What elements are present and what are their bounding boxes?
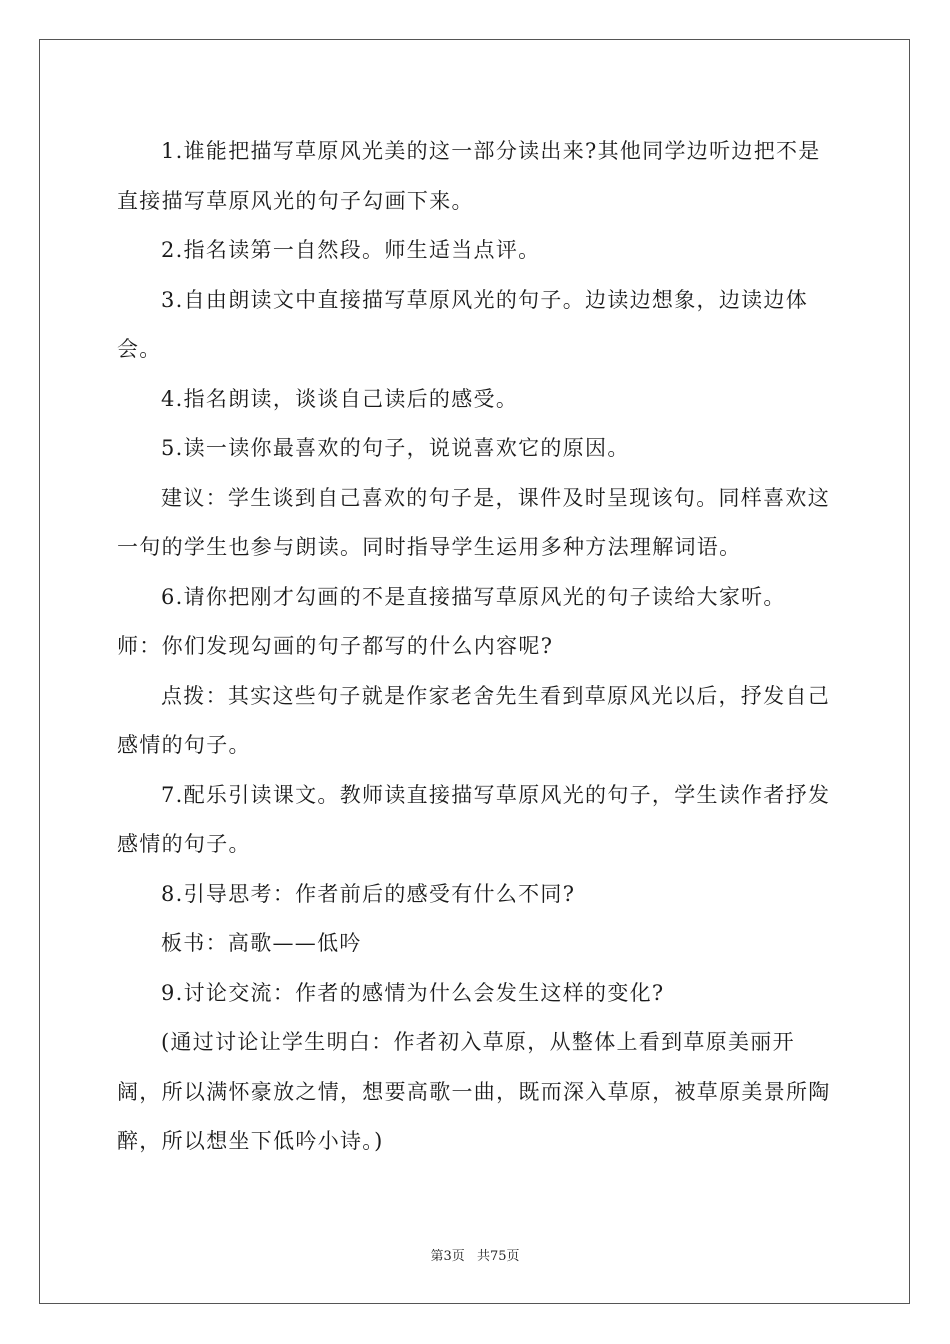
total-pages: 共75页 — [476, 1249, 520, 1264]
page-number: 第3页 — [430, 1249, 465, 1264]
document-body — [117, 127, 837, 1167]
discussion-summary: (通过讨论让学生明白：作者初入草原，从整体上看到草原美丽开阔，所以满怀豪放之情，想要高歌一曲，既而深入草原，被草原美景所陶醉，所以想坐下低吟小诗。) — [117, 1030, 831, 1153]
paragraph-3: 3.自由朗读文中直接描写草原风光的句子。边读边想象，边读边体会。 — [117, 287, 809, 361]
paragraph-1: 1.谁能把描写草原风光美的这一部分读出来?其他同学边听边把不是直接描写草原风光的句子勾画下来。 — [117, 139, 821, 213]
paragraph-5: 5.读一读你最喜欢的句子，说说喜欢它的原因。 — [161, 436, 630, 460]
paragraph-9: 9.讨论交流：作者的感情为什么会发生这样的变化? — [161, 980, 665, 1005]
guidance-paragraph: 点拨：其实这些句子就是作家老舍先生看到草原风光以后，抒发自己感情的句子。 — [117, 683, 830, 757]
suggestion-paragraph: 建议：学生谈到自己喜欢的句子是，课件及时呈现该句。同样喜欢这一句的学生也参与朗读。同时指导学生运用多种方法理解词语。 — [117, 485, 830, 559]
paragraph-4: 4.指名朗读，谈谈自己读后的感受。 — [161, 386, 519, 411]
paragraph-7: 7.配乐引读课文。教师读直接描写草原风光的句子，学生读作者抒发感情的句子。 — [117, 782, 831, 856]
paragraph-8: 8.引导思考：作者前后的感受有什么不同? — [161, 881, 576, 906]
teacher-question: 师：你们发现勾画的句子都写的什么内容呢? — [117, 634, 554, 658]
paragraph-6: 6.请你把刚才勾画的不是直接描写草原风光的句子读给大家听。 — [161, 584, 786, 609]
page-footer — [0, 1245, 950, 1264]
paragraph-2: 2.指名读第一自然段。师生适当点评。 — [161, 238, 541, 262]
blackboard-note: 板书：高歌——低吟 — [161, 931, 362, 955]
